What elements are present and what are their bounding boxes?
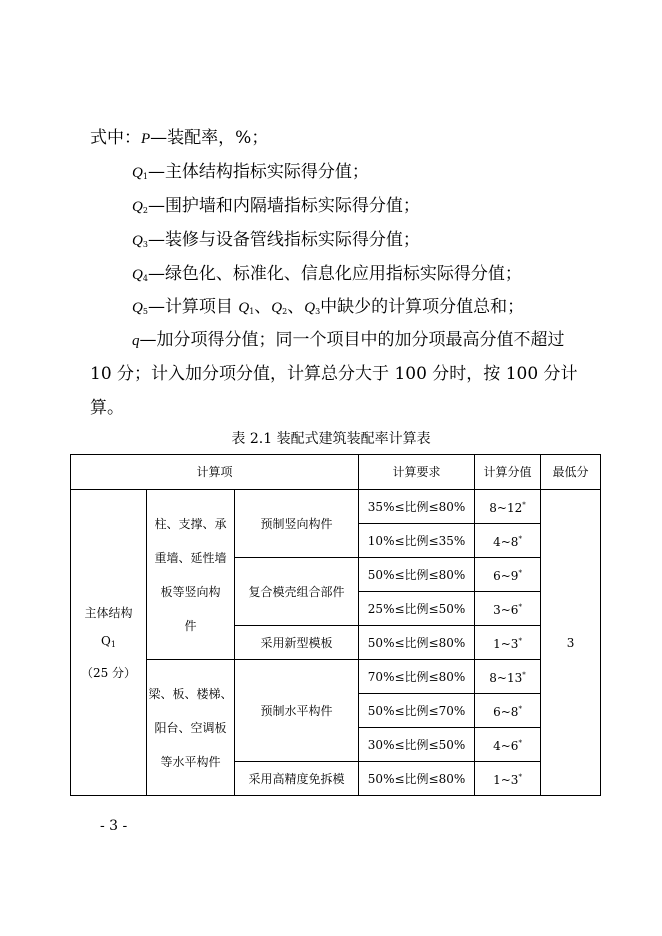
ref-q2: Q bbox=[271, 300, 283, 316]
req-cell: 50%≤比例≤80% bbox=[359, 558, 475, 592]
score-cell bbox=[475, 592, 541, 626]
legend-q5-text-a: —计算项目 bbox=[147, 297, 239, 317]
ref-q2-sub: 2 bbox=[282, 307, 288, 316]
legend-continuation-2: 算。 bbox=[90, 398, 124, 418]
req-cell: 30%≤比例≤50% bbox=[359, 728, 475, 762]
category-points: （25 分） bbox=[80, 665, 137, 680]
group-horizontal-line2: 阳台、空调板 bbox=[154, 720, 227, 735]
score-mark: * bbox=[522, 501, 526, 509]
req-cell: 50%≤比例≤80% bbox=[359, 626, 475, 660]
header-score: 计算分值 bbox=[475, 455, 541, 490]
group-horizontal-line3: 等水平构件 bbox=[160, 754, 221, 769]
legend-q5-text-b: 中缺少的计算项分值总和； bbox=[320, 297, 525, 317]
score-value: 1~3 bbox=[493, 637, 519, 651]
score-value: 4~8 bbox=[493, 535, 519, 549]
var-p: P bbox=[141, 131, 151, 147]
legend-q2-text: —围护墙和内隔墙指标实际得分值； bbox=[147, 196, 420, 216]
sub-q3: 3 bbox=[142, 240, 148, 249]
sub-q1: 1 bbox=[142, 172, 148, 181]
item-composite-formwork: 复合模壳组合部件 bbox=[235, 558, 359, 626]
score-mark: * bbox=[518, 535, 522, 543]
legend-q1-text: —主体结构指标实际得分值； bbox=[147, 162, 369, 182]
score-mark: * bbox=[518, 773, 522, 781]
req-cell: 25%≤比例≤50% bbox=[359, 592, 475, 626]
score-value: 1~3 bbox=[493, 773, 519, 787]
header-item: 计算项 bbox=[71, 455, 359, 490]
legend-line-p bbox=[90, 128, 268, 149]
header-requirement: 计算要求 bbox=[359, 455, 475, 490]
legend-line-q2 bbox=[132, 196, 420, 221]
legend-q3-text: —装修与设备管线指标实际得分值； bbox=[147, 230, 420, 250]
score-value: 8~12 bbox=[489, 501, 523, 515]
legend-line-q4 bbox=[132, 264, 522, 289]
legend-line-q1 bbox=[132, 162, 369, 187]
score-cell bbox=[475, 762, 541, 796]
sub-q2: 2 bbox=[142, 206, 148, 215]
var-q: q bbox=[132, 333, 140, 349]
score-cell bbox=[475, 728, 541, 762]
legend-continuation-1: 10 分；计入加分项分值，计算总分大于 100 分时，按 100 分计 bbox=[90, 364, 578, 384]
score-mark: * bbox=[518, 705, 522, 713]
score-cell bbox=[475, 660, 541, 694]
group-vertical-line4: 件 bbox=[184, 618, 197, 633]
req-cell: 50%≤比例≤80% bbox=[359, 762, 475, 796]
category-var-letter: Q bbox=[101, 633, 111, 648]
score-cell bbox=[475, 524, 541, 558]
req-cell: 10%≤比例≤35% bbox=[359, 524, 475, 558]
item-horizontal-precast: 预制水平构件 bbox=[235, 660, 359, 762]
var-q4: Q bbox=[132, 267, 143, 283]
group-vertical-line3: 板等竖向构 bbox=[160, 584, 221, 599]
group-vertical-line1: 柱、支撑、承 bbox=[154, 516, 227, 531]
group-vertical-line2: 重墙、延性墙 bbox=[154, 550, 227, 565]
score-value: 6~8 bbox=[493, 705, 519, 719]
category-var bbox=[71, 631, 146, 655]
score-value: 4~6 bbox=[493, 739, 519, 753]
score-mark: * bbox=[518, 739, 522, 747]
legend-q4-text: —绿色化、标准化、信息化应用指标实际得分值； bbox=[147, 264, 522, 284]
sub-q5: 5 bbox=[142, 307, 148, 316]
ref-q1: Q bbox=[238, 300, 250, 316]
item-vertical-precast: 预制竖向构件 bbox=[235, 490, 359, 558]
score-value: 3~6 bbox=[493, 603, 519, 617]
category-var-sub: 1 bbox=[110, 639, 116, 649]
var-q1: Q bbox=[132, 165, 143, 181]
score-mark: * bbox=[518, 637, 522, 645]
req-cell: 70%≤比例≤80% bbox=[359, 660, 475, 694]
group-vertical-members bbox=[147, 490, 235, 660]
legend-prefix: 式中： bbox=[90, 128, 141, 148]
legend-q-text: —加分项得分值；同一个项目中的加分项最高分值不超过 bbox=[139, 330, 565, 350]
var-q5: Q bbox=[132, 300, 143, 316]
legend-p-text: —装配率，%； bbox=[150, 128, 269, 148]
score-cell bbox=[475, 694, 541, 728]
req-cell: 50%≤比例≤70% bbox=[359, 694, 475, 728]
legend-line-q5 bbox=[132, 297, 524, 322]
score-cell bbox=[475, 490, 541, 524]
table-caption: 表 2.1 装配式建筑装配率计算表 bbox=[231, 431, 431, 447]
page-number: - 3 - bbox=[100, 818, 128, 834]
item-high-precision-formwork: 采用高精度免拆模 bbox=[235, 762, 359, 796]
group-horizontal-members bbox=[147, 660, 235, 796]
var-q3: Q bbox=[132, 233, 143, 249]
score-cell bbox=[475, 626, 541, 660]
score-cell bbox=[475, 558, 541, 592]
score-mark: * bbox=[522, 671, 526, 679]
group-horizontal-line1: 梁、板、楼梯、 bbox=[148, 686, 233, 701]
assembly-rate-table bbox=[70, 454, 601, 796]
sep2: 、 bbox=[287, 297, 305, 317]
legend-line-q3 bbox=[132, 230, 420, 255]
req-cell: 35%≤比例≤80% bbox=[359, 490, 475, 524]
sub-q4: 4 bbox=[142, 274, 148, 283]
category-name: 主体结构 bbox=[84, 605, 133, 620]
legend-line-q bbox=[132, 330, 565, 351]
score-value: 8~13 bbox=[489, 671, 523, 685]
minimum-score: 3 bbox=[541, 490, 601, 796]
header-minimum: 最低分 bbox=[541, 455, 601, 490]
var-q2: Q bbox=[132, 199, 143, 215]
ref-q1-sub: 1 bbox=[249, 307, 255, 316]
category-main-structure bbox=[71, 490, 147, 796]
ref-q3-sub: 3 bbox=[315, 307, 321, 316]
score-value: 6~9 bbox=[493, 569, 519, 583]
item-new-formwork: 采用新型模板 bbox=[235, 626, 359, 660]
sep1: 、 bbox=[254, 297, 272, 317]
ref-q3: Q bbox=[304, 300, 316, 316]
score-mark: * bbox=[518, 603, 522, 611]
score-mark: * bbox=[518, 569, 522, 577]
